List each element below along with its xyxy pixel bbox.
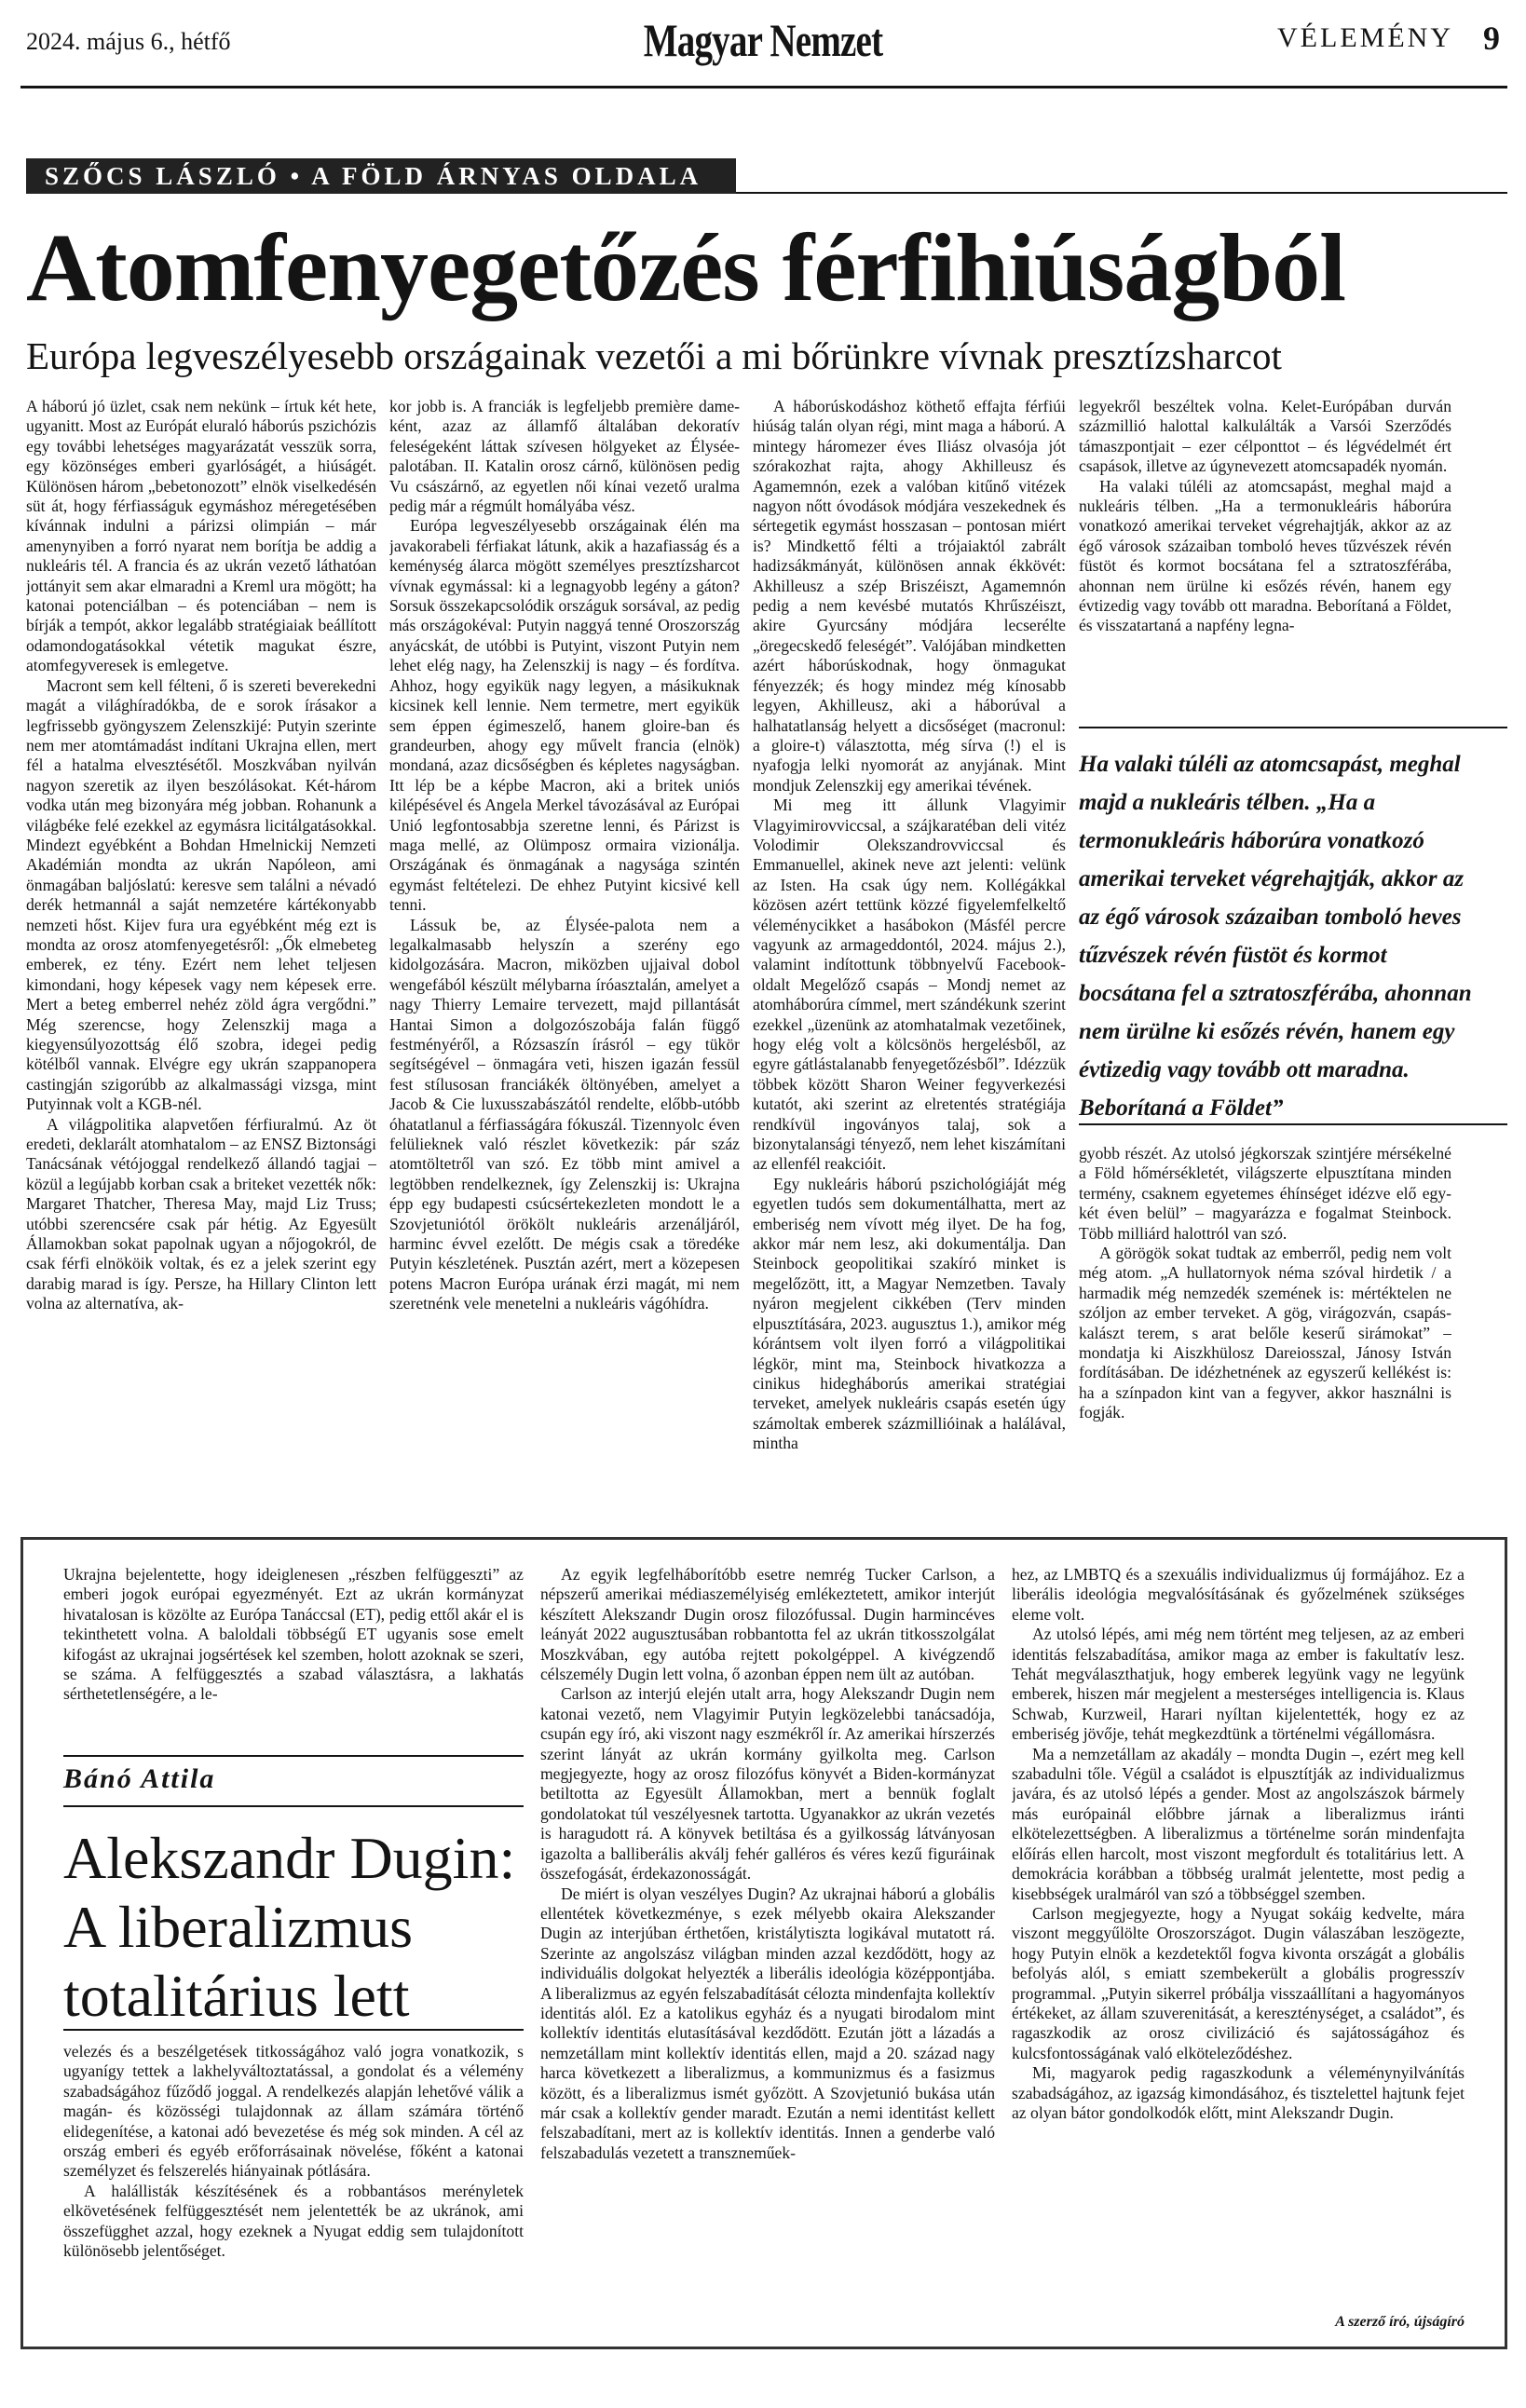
second-article-column-3 xyxy=(1012,1565,1465,2306)
paragraph: Egy nukleáris háború pszichológiáját még egyetlen tudós sem dokumentálhatta, mert az emberiség nem vívott még ilyet. De ha fog, akkor már nem lesz, aki dokumentálja. Dan Steinbock geopolitikai szakíró minket is megelőzött, itt, a Magyar Nemzetben. Tavaly nyáron megjelent cikkében (Terv minden elpusztítására, 2023. augusztus 1.), amikor még kórántsem volt ilyen forró a világpolitikai légkör, mint ma, Steinbock hivatkozza a cinikus hidegháborús amerikai stratégiai terveket, amelyek nukleáris csapás esetén úgy számoltak emberek százmillióinak a halálával, mintha xyxy=(753,1174,1066,1453)
article-headline: Atomfenyegetőzés férfihiúságból xyxy=(26,214,1346,321)
paragraph: Az utolsó lépés, ami még nem történt meg teljesen, az az emberi identitás felszabadítása, amikor maga az ember is fakultatív lesz. Tehát megválaszthatjuk, hogy emberek legyünk vagy ne legyünk emberek, hiszen már megjelent a mesterséges intelligencia is. Klaus Schwab, Kurzweil, Harari nyíltan kijelentették, hogy ez az emberiség jövője, tehát megkezdtünk a történelmi végállomásra. xyxy=(1012,1625,1465,1744)
masthead-rule xyxy=(20,86,1507,88)
second-article-headline: Alekszandr Dugin: A liberalizmus totalitárius lett xyxy=(63,1825,516,2029)
paragraph: Európa legveszélyesebb országainak élén ma javakorabeli férfiakat látunk, akik a hazafiasság és a keménység álarca mögött személyes presztízsharcot vívnak egymással: ki a legnagyobb legény a gáton? Sorsuk összekapcsolódik országuk sorsával, az pedig más országokéval: Putyin naggyá tenné Oroszország anyácskát, de utóbbi is Putyint, viszont Putyin nem lehet elég nagy, ha Zelenszkij is nagy – és fordítva. Ahhoz, hogy egyikük nagy legyen, a másikuknak kicsinek kell lennie. Nem termetre, mert egyikük sem éppen égimeszelő, hanem gloire-ban és grandeurben, ahogy egy művelt francia (elnök) mondaná, azaz dicsőségben és képletes nagyságban. Itt lép be a képbe Macron, aki a britek uniós kilépésével és Angela Merkel távozásával az Európai Unió legfontosabbja szeretne lenni, és Párizst is maga mellé, az Olümposz ormaira vizionálja. Országának és önmagának a nagysága szintén egymást feltételezi. De ehhez Putyint kicsivé kell tenni. xyxy=(389,516,740,915)
paragraph: A görögök sokat tudtak az emberről, pedig nem volt még atom. „A hullatornyok néma szóval hirdetik / a harmadik még nemzedék szemének is: mértéktelen ne szóljon az ember terveket. A gög, virágozván, csapás-kalászt terem, s arat belőle keserű sirámokat” – mondatja ki Aiszkhülosz Dareiosszal, Jánosy István fordításában. De idézhetnének az egyszerű kellékést is: ha a színpadon kint van a fegyver, akkor használni is fogják. xyxy=(1079,1244,1451,1422)
article-column-4-top xyxy=(1079,397,1451,704)
paragraph: gyobb részét. Az utolsó jégkorszak szintjére mérsékelné a Föld hőmérsékletét, világszerte elpusztítana minden termény, csaknem egyetemes éhínséget idézve elő egy-két éven belül” – magyarázza e fogalmat Steinbock. Több milliárd halottról van szó. xyxy=(1079,1144,1451,1243)
page-number: 9 xyxy=(1483,20,1500,57)
column-banner: SZŐCS LÁSZLÓ • A FÖLD ÁRNYAS OLDALA xyxy=(26,158,736,194)
paragraph: De miért is olyan veszélyes Dugin? Az ukrajnai háború a globális ellentétek következménye, s ezek mélyebb okaira Alekszander Dugin az interjúban érthetően, kristálytiszta logikával mutatott rá. Szerinte az angolszász világban minden azzal kezdődött, hogy az individuális dolgokat helyezték a liberális ideológia középpontjába. A liberalizmus az egyén felszabadítását célozta mindenfajta kollektív identitás alól. Ez a katolikus egyház és a nyugati birodalom mint kollektív identitás elutasításával kezdődött. Ezután jött a lázadás a nemzetállam mint kollektív identitás ellen, majd a 20. század nagy harca következett a liberalizmus, a kommunizmus és a fasizmus között, és a liberalizmus ismét győzött. A Szovjetunió bukása után már csak a kollektív gender maradt. Ezután a nemi identitást kellett felszabadítani, mert az is kollektív identitás. Innen a genderbe való felszabadulás vezetett a transzneműek- xyxy=(540,1884,995,2162)
author-rule-top xyxy=(63,1755,524,1757)
paragraph: A világpolitika alapvetően férfiuralmú. Az öt eredeti, deklarált atomhatalom – az ENSZ Biztonsági Tanácsának vétójoggal rendelkező állandó tagjai – közül a legújabb korban csak a briteket vezették nők: Margaret Thatcher, Theresa May, majd Liz Truss; utóbbi szerencsére csak pár hétig. Az Egyesült Államokban sokat papolnak ugyan a nőjogokról, de csak férfi elnököik voltak, és ez a jelek szerint egy darabig marad is így. Persze, ha Hillary Clinton lett volna az alternatíva, ak- xyxy=(26,1114,376,1313)
author-note: A szerző író, újságíró xyxy=(1335,2314,1465,2330)
paragraph: Az egyik legfelháborítóbb esetre nemrég Tucker Carlson, a népszerű amerikai médiaszemélyiség emlékeztetett, amikor interjút készített Alekszandr Dugin orosz filozófussal. Dugin harmincéves leányát 2022 augusztusában robbantotta fel az ukrán titkosszolgálat Moszkvában, egy autóba rejtett pokolgéppel. A kivégzendő célszemély Dugin lett volna, ő azonban éppen nem ült az autóban. xyxy=(540,1565,995,1684)
second-article-column-1-top xyxy=(63,1565,524,1747)
article-column-4-bottom xyxy=(1079,1144,1451,1490)
issue-date: 2024. május 6., hétfő xyxy=(26,28,231,55)
headline-rule-bottom xyxy=(63,2029,524,2031)
article-column-1 xyxy=(26,397,376,1491)
paragraph: A háborúskodáshoz köthető effajta férfiúi hiúság talán olyan régi, mint maga a háború. A mintegy háromezer éves Iliász olvasója jót szórakozhat rajta, ahogy Akhilleusz és Agamemnón, ezek a valóban kitűnő vitézek nagyon nőtt óvodások módjára veszekednek és sértegetik egymást hosszasan – pontosan miért is? Mindkettő félti a trójaiaktól zabrált hadizsákmányát, különösen annak ékkövét: Akhilleusz a szép Briszéiszt, Agamemnón pedig a nem kevésbé mutatós Khrűszéiszt, akire Gyurcsány módjára lecserélte „öregecskedő feleségét”. Valójában mindketten azért háborúskodnak, hogy önmagukat fényezzék; és hogy mindez még kínosabb legyen, Akhilleusz, aki a háborúval a halhatatlanság helyett a dicsőséget (macronul: a gloire-t) választotta, még sírva (!) el is nyafogja lelki nyomorát az anyjának. Mint mondjuk Zelenszkij egy amerikai tévének. xyxy=(753,397,1066,795)
paragraph: Mi meg itt állunk Vlagyimir Vlagyimirovviccsal, a szájkaratéban deli vitéz Volodimir Olekszandrovviccsal és Emmanuellel, akinek neve azt jelenti: velünk az Isten. Ha csak úgy nem. Kollégákkal közösen azért tettünk közzé figyelemfelkeltő véleménycikket a hasábokon (Másfél percre vagyunk az armageddontól, 2024. május 2.), valamint indítottunk többnyelvű Facebook-oldalt Megelőző csapás – Mondj nemet az atomháborúra címmel, mert szándékunk szerint ezekkel „üzenünk az atomhatalmak vezetőinek, hogy elég volt a kölcsönös hergelésből, az egyre gátlástalanabb fenyegetőzésből”. Idézzük többek között Sharon Weiner fegyverkezési kutatót, aki szerint az elretentés stratégiája rendkívül ingoványos talaj, sok a bizonytalansági tényező, nem lehet kiszámítani az ellenfél reakcióit. xyxy=(753,796,1066,1174)
paragraph: Carlson az interjú elején utalt arra, hogy Alekszandr Dugin nem katonai vezető, nem Vlagyimir Putyin legközelebbi tanácsadója, csupán egy író, aki viszont nagy eszmékről ír. Az amerikai hírszerzés szerint lányát az ukrán kormány gyilkolta meg. Carlson megjegyezte, hogy az orosz filozófus könyvét a Biden-kormányzat betiltotta az Egyesült Államokban, mert a bennük foglalt gondolatokat túl veszélyesnek tartotta. Ugyanakkor az ukrán vezetés is haragudott rá. A könyvek betiltása és a gyilkosság látványosan igazolta a balliberális akválj fehér galléros és véres kezű figuráinak összefogását, érdekazonosságát. xyxy=(540,1684,995,1884)
article-column-3 xyxy=(753,397,1066,1491)
section-name: VÉLEMÉNY xyxy=(1277,22,1453,53)
author-rule-bottom xyxy=(63,1805,524,1807)
newspaper-logo: Magyar Nemzet xyxy=(643,14,883,66)
paragraph: velezés és a beszélgetések titkosságához való jogra vonatkozik, s ugyanígy tettek a lakhelyváltoztatással, a gondolat és a vélemény szabadságához fűződő joggal. A rendelkezés alapján lehetővé válik a magán- és közösségi tulajdonnak az állam számára történő elidegenítése, a katonai adó bevezetése és még sok minden. A cél az ország emberi és egyéb erőforrásainak növelése, főként a katonai személyzet és felszerelés hiányainak pótlására. xyxy=(63,2042,524,2181)
second-article-column-2 xyxy=(540,1565,995,2321)
pullquote-rule-bottom xyxy=(1079,1123,1507,1125)
paragraph: A háború jó üzlet, csak nem nekünk – írtuk két hete, ugyanitt. Most az Európát eluraló háborús pszichózis egy további lehetséges magyarázatát vesszük sorra, egy közönséges emberi gyarlóságét, a hiúságét. Különösen három „bebetonozott” elnök viselkedésén süt át, hogy férfiasságuk egymáshoz méregetésében kívánnak indulni a párizsi olimpián – már amenynyiben a forró nyarat nem borítja be addig a nukleáris tél. A francia és az ukrán vezető láthatóan jottányit sem akar elmaradni a Kreml ura mögött; ha katonai potenciálban – és potenciában – nem is bírják a tempót, akkor legalább stratégiaiak beállított odamondogatásokkal vétetik magukat észre, atomfegyveresek is emlegetve. xyxy=(26,397,376,675)
paragraph: A halállisták készítésének és a robbantásos merényletek elkövetésének felfüggesztését nem jelentették be az ukránok, ami összefügghet azzal, hogy ezeknek a Nyugat eddig sem tulajdonított különösebb jelentőséget. xyxy=(63,2181,524,2261)
article-subhead: Európa legveszélyesebb országainak vezetői a mi bőrünkre vívnak presztízsharcot xyxy=(26,334,1282,377)
paragraph: hez, az LMBTQ és a szexuális individualizmus új formájához. Ez a liberális ideológia megvalósításának és győzelmének szükséges eleme volt. xyxy=(1012,1565,1465,1624)
paragraph: Ukrajna bejelentette, hogy ideiglenesen „részben felfüggeszti” az emberi jogok európai egyezményét. Ezt az ukrán kormányzat hivatalosan is közölte az Európa Tanáccsal (ET), pedig ettől akár el is tekinthetett volna. A baloldali többségű ET ugyanis sose emelt kifogást az ukrajnai jogsértések kel szemben, holott azoknak se szeri, se száma. A felfüggesztés a szabad választásra, a lakhatás sérthetetlenségére, a le- xyxy=(63,1565,524,1704)
paragraph: Macront sem kell félteni, ő is szereti beverekedni magát a világhíradókba, de e sorok írásakor a legfrissebb gyöngyszem Zelenszkijé: Putyin szerinte nem mer atomtámadást indítani Ukrajna ellen, mert fél a hatalma elvesztésétől. Moszkvában nyilván nagyon szeretik az ilyen beszólásokat. Két-három vodka után meg bizonyára még jobban. Rohanunk a világbéke felé ezekkel az egymásra licitálgatásokkal. Mindezt egyébként a Bohdan Hmelnickij Nemzeti Akadémián mondta az ukrán Napóleon, ami önmagában baljóslatú: keresve sem találni a névadó derék hetmannál a saját nemzetére kártékonyabb nemzeti hőst. Kijev fura ura egyébként még ezt is mondta az orosz atomfenyegetésről: „Ők elmebeteg emberek, ez tény. Ezért nem lehet teljesen kimondani, hogy képesek vagy nem képesek erre. Mert a beteg emberrel nehéz zöld ágra vergődni.” Még szerencse, hogy Zelenszkij maga a kiegyensúlyozottság élő szobra, idegei pedig kötélből vannak. Elvégre egy ukrán szappanopera castingján szigorúbb az alkalmassági vizsga, mint Putyinnak volt a KGB-nél. xyxy=(26,675,376,1114)
paragraph: kor jobb is. A franciák is legfeljebb première dame-ként, azaz az államfő általában dekoratív feleségeként láttak szívesen hölgyeket az Élysée-palotában. II. Katalin orosz cárnő, különösen pedig Vu császárnő, az egyetlen női kínai vezető uralma pedig már a régmúlt homályába vész. xyxy=(389,397,740,516)
second-article-column-1-bottom xyxy=(63,2042,524,2321)
pull-quote: Ha valaki túléli az atomcsapást, meghal majd a nukleáris télben. „Ha a termonukleáris háborúra vonatkozó amerikai terveket végrehajtják, akkor az az égő városok százaiban tomboló heves tűzvészek révén füstöt és kormot bocsátana fel a sztratoszférába, ahonnan nem ürülne ki esőzés révén, hanem egy évtizedig vagy tovább ott maradna. Beborítaná a Földet” xyxy=(1079,752,1472,1121)
pullquote-rule-top xyxy=(1079,727,1507,728)
paragraph: Ma a nemzetállam az akadály – mondta Dugin –, ezért meg kell szabadulni tőle. Végül a családot is elpusztítják az individualizmus javára, és az utolsó lépés a gender. Most az angolszászok bármely más európainál előbbre járnak a liberalizmus iránti elkötelezettségben. A liberalizmus a történelme során mindenfajta előírás ellen harcolt, most viszont megfordult és totalitárius lett. A demokrácia korábban a többség uralmát jelentette, most pedig a kisebbségek uralmáról van szó a többséggel szemben. xyxy=(1012,1744,1465,1903)
article-column-2 xyxy=(389,397,740,1491)
paragraph: Lássuk be, az Élysée-palota nem a legalkalmasabb helyszín a szerény ego kidolgozására. Macron, miközben ujjaival dobol wengefából készült mélybarna íróasztalán, amelyet a nagy Thierry Lemaire tervezett, majd pillantását Hantai Simon a dolgozószobája falán függő festményéről, a Rózsaszín írásról – egy tükör segítségével – önmagára veti, hiszen igazán fessül fest stílusosan franciákék öltönyében, amelyet a Jacob & Cie luxusszabászától rendelte, előbb-utóbb óhatatlanul a férfiasságára fókuszál. Tizennyolc éven felülieknek való részlet következik: pár száz atomtöltetről van szó. Ez több mint amivel a legtöbben rendelkeznek, így Zelenszkij is: Ukrajna épp egy budapesti csúcsértekezleten mondott le a Szovjetuniótól örökölt nukleáris arzenáljáról, harminc évvel ezelőtt. De mégis csak a töredéke Putyin készletének. Pusztán azért, mert a közepesen potens Macron Európa urának érzi magát, mi nem szeretnénk vele menetelni a nukleáris vágóhídra. xyxy=(389,915,740,1313)
paragraph: legyekről beszéltek volna. Kelet-Európában durván százmillió halottal kalkulálták a Varsói Szerződés támaszpontjait – ezer célponttot – és légvédelmét ért csapások, illetve az úgynevezett atomcsapadék nyomán. xyxy=(1079,397,1451,476)
paragraph: Carlson megjegyezte, hogy a Nyugat sokáig kedvelte, mára viszont meggyűlölte Oroszországot. Dugin válaszában leszögezte, hogy Putyin elnök a kezdetektől fogva kivonta országát a globális befolyás alól, s emiatt szembekerült a globális progresszív programmal. „Putyin sikerrel próbálja visszaállítani a hagyományos értékeket, az állam szuverenitását, a kereszténységet, a családot”, és ragaszkodik az orosz civilizáció és sajátosságához és kulcsfontosságának való elköteleződéshez. xyxy=(1012,1903,1465,2062)
paragraph: Mi, magyarok pedig ragaszkodunk a véleménynyilvánítás szabadságához, az igazság kimondásához, és tisztelettel hajtunk fejet az olyan bátor gondolkodók előtt, mint Alekszandr Dugin. xyxy=(1012,2063,1465,2122)
banner-rule xyxy=(736,192,1507,194)
author-name: Bánó Attila xyxy=(63,1763,216,1794)
paragraph: Ha valaki túléli az atomcsapást, meghal majd a nukleáris télben. „Ha a termonukleáris háborúra vonatkozó amerikai terveket végrehajtják, akkor az az égő városok százaiban tomboló heves tűzvészek révén füstöt és kormot bocsátana fel a sztratoszférába, ahonnan nem ürülne ki esőzés révén, hanem egy évtizedig vagy tovább ott maradna. Beborítaná a Földet, és visszatartaná a napfény legna- xyxy=(1079,476,1451,635)
